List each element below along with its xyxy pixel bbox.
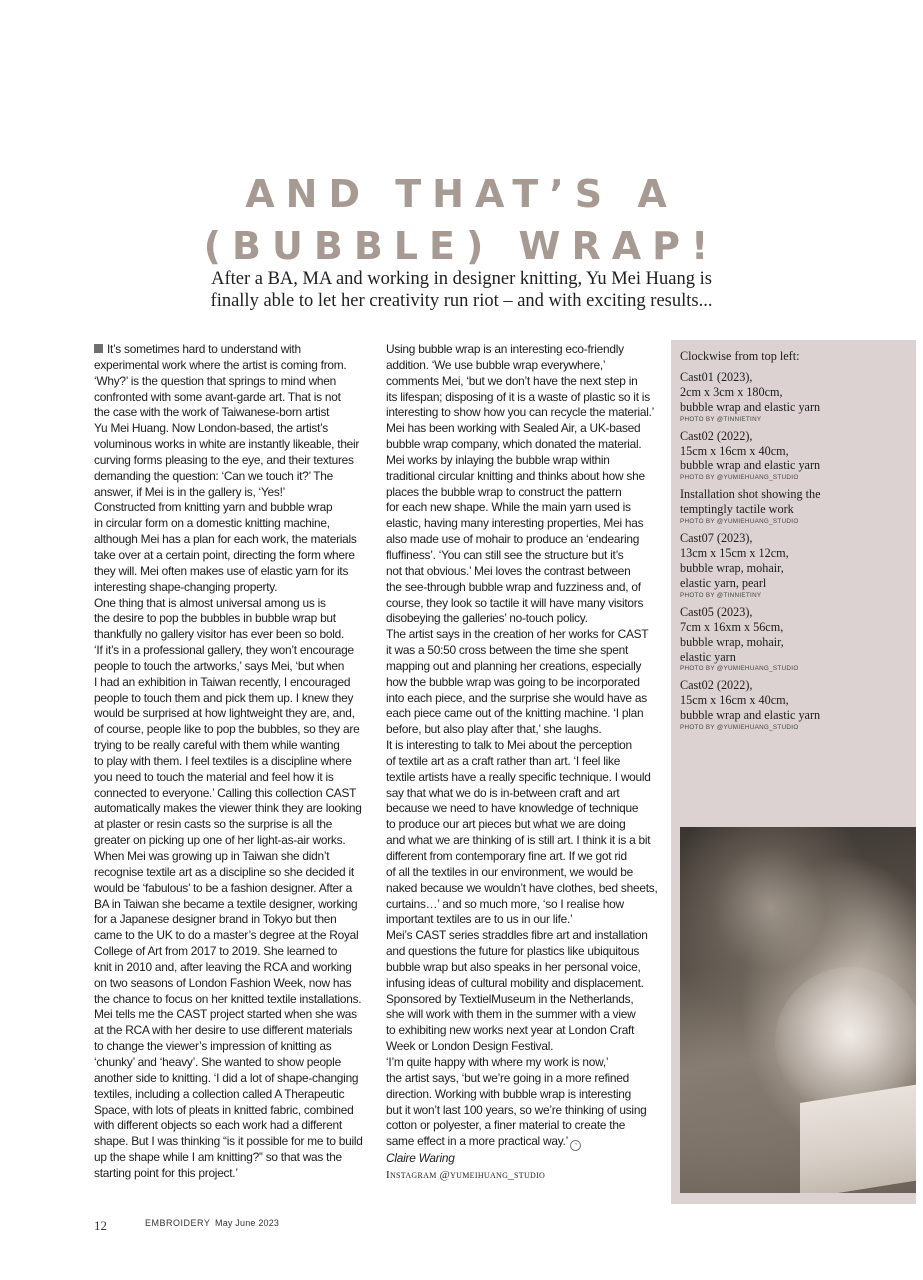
body-text-line: before, but also play after that,’ she laughs. bbox=[386, 722, 602, 737]
body-text-line: each piece came out of the knitting machine. ‘I plan bbox=[386, 706, 644, 721]
body-text-line: When Mei was growing up in Taiwan she didn’t bbox=[94, 849, 330, 863]
body-text-line: curving forms pleasing to the eye, and their textures bbox=[94, 452, 354, 467]
body-text-line: say that what we do is in-between craft and art bbox=[386, 785, 620, 800]
page-footer bbox=[94, 1217, 280, 1233]
caption-line: Cast07 (2023), bbox=[680, 531, 753, 546]
body-text-line: places the bubble wrap to construct the pattern bbox=[386, 484, 622, 499]
body-text-line: for a Japanese designer brand in Tokyo but then bbox=[94, 912, 337, 927]
caption-line: bubble wrap and elastic yarn bbox=[680, 708, 821, 723]
body-text-line: Sponsored by TextielMuseum in the Netherlands, bbox=[386, 991, 634, 1006]
body-text-line: Mei works by inlaying the bubble wrap within bbox=[386, 452, 610, 467]
body-text-line: people to touch them and pick them up. I knew they bbox=[94, 690, 354, 705]
caption-block bbox=[680, 487, 912, 526]
standfirst bbox=[150, 268, 773, 312]
caption-line: Cast02 (2022), bbox=[680, 678, 753, 693]
photo-credit: PHOTO BY @YUMIEHUANG_STUDIO bbox=[680, 518, 799, 526]
body-text-line: up the shape while I am knitting?” so that was the bbox=[94, 1150, 342, 1165]
body-text-line: the case with the work of Taiwanese-born artist bbox=[94, 405, 330, 420]
body-text-line: starting point for this project.’ bbox=[94, 1165, 238, 1180]
body-text-line: on two seasons of London Fashion Week, now has bbox=[94, 975, 352, 990]
body-text-line bbox=[386, 1134, 666, 1151]
body-text-line: interesting to show how you can recycle the material.’ bbox=[386, 405, 655, 420]
caption-line: Cast01 (2023), bbox=[680, 369, 753, 384]
body-text-line: shape. But I was thinking “is it possible for me to build bbox=[94, 1134, 363, 1149]
instagram-credit: Instagram @yumeihuang_studio bbox=[386, 1169, 546, 1182]
body-text-line: voluminous works in white are instantly likeable, their bbox=[94, 437, 360, 452]
body-text-line: and what we are thinking of is still art. I think it is a bit bbox=[386, 833, 651, 848]
body-text-line: ‘If it’s in a professional gallery, they won’t encourage bbox=[94, 643, 354, 658]
body-text-line: the chance to focus on her knitted textile installations. bbox=[94, 991, 362, 1006]
headline-line-1: AND THAT’S A bbox=[245, 172, 678, 216]
body-text-line: I had an exhibition in Taiwan recently, I encouraged bbox=[94, 674, 351, 689]
body-text-line: people to touch the artworks,’ says Mei, ‘but when bbox=[94, 658, 345, 673]
body-text-line: different from contemporary fine art. If we got rid bbox=[386, 849, 627, 863]
caption-line: 15cm x 16cm x 40cm, bbox=[680, 693, 789, 708]
body-text-line: to play with them. I feel textiles is a discipline where bbox=[94, 753, 352, 768]
photo-credit: PHOTO BY @TINNIETINY bbox=[680, 591, 762, 599]
caption-block bbox=[680, 531, 912, 600]
body-text-line: important textiles are to us in our life.’ bbox=[386, 912, 573, 927]
body-text-line: comments Mei, ‘but we don’t have the next step in bbox=[386, 373, 638, 388]
standfirst-line-1: After a BA, MA and working in designer knitting, Yu Mei Huang is bbox=[211, 269, 712, 289]
body-text-line: greater on picking up one of her light-as-air works. bbox=[94, 833, 346, 848]
body-text-line: into each piece, and the surprise she would have as bbox=[386, 690, 647, 705]
body-text-line: ‘I’m quite happy with where my work is now,’ bbox=[386, 1054, 609, 1069]
standfirst-line-2: finally able to let her creativity run riot – and with exciting results... bbox=[210, 291, 713, 311]
body-text-line: trying to be really careful with them while wanting bbox=[94, 738, 340, 753]
body-text-line: direction. Working with bubble wrap is interesting bbox=[386, 1086, 632, 1101]
body-text-line: Constructed from knitting yarn and bubble wrap bbox=[94, 500, 333, 515]
caption-block bbox=[680, 605, 912, 674]
body-text-line: One thing that is almost universal among us is bbox=[94, 595, 326, 610]
caption-intro: Clockwise from top left: bbox=[680, 349, 800, 363]
body-text-line: Mei’s CAST series straddles fibre art and installation bbox=[386, 928, 648, 943]
body-text-line: automatically makes the viewer think they are looking bbox=[94, 801, 362, 816]
body-text-line: it was a 50:50 cross between the time she spent bbox=[386, 643, 629, 658]
body-text-line: bubble wrap company, which donated the material. bbox=[386, 437, 642, 452]
body-text-line: elastic, having many interesting properties, Mei has bbox=[386, 516, 644, 531]
caption-line: bubble wrap, mohair, bbox=[680, 634, 784, 649]
body-text-line: mapping out and planning her creations, especially bbox=[386, 658, 642, 673]
article-column-left bbox=[94, 342, 379, 1182]
caption-line: bubble wrap, mohair, bbox=[680, 560, 784, 575]
caption-line: 7cm x 16xm x 56cm, bbox=[680, 619, 784, 634]
body-text-line: also made use of mohair to produce an ‘endearing bbox=[386, 532, 640, 547]
body-text-line: addition. ‘We use bubble wrap everywhere,’ bbox=[386, 357, 606, 372]
magazine-name: EMBROIDERY bbox=[145, 1218, 211, 1228]
body-text-line: you need to touch the material and feel how it is bbox=[94, 769, 334, 784]
article-column-middle bbox=[386, 342, 666, 1184]
body-text-line: answer, if Mei is in the gallery is, ‘Yes!’ bbox=[94, 484, 286, 499]
caption-line: bubble wrap and elastic yarn bbox=[680, 399, 821, 414]
body-text-line: not that obvious.’ Mei loves the contrast between bbox=[386, 563, 631, 578]
body-text-line: of all the textiles in our environment, we would be bbox=[386, 864, 634, 879]
drop-square-icon bbox=[94, 344, 103, 353]
caption-block bbox=[680, 370, 912, 424]
photo-credit: PHOTO BY @TINNIETINY bbox=[680, 415, 762, 423]
body-text-line: BA in Taiwan she became a textile designer, working bbox=[94, 896, 358, 911]
body-text-line: Week or London Design Festival. bbox=[386, 1039, 554, 1054]
body-text-line: its lifespan; disposing of it is a waste of plastic so it is bbox=[386, 389, 650, 404]
author-byline: Claire Waring bbox=[386, 1151, 455, 1166]
caption-line: elastic yarn, pearl bbox=[680, 575, 767, 590]
body-text-line bbox=[94, 342, 379, 358]
body-text-line: would be ‘fabulous’ to be a fashion designer. After a bbox=[94, 880, 352, 895]
body-text-segment: same effect in a more practical way.’ bbox=[386, 1134, 568, 1149]
body-text-line: but it won’t last 100 years, so we’re thinking of using bbox=[386, 1102, 647, 1117]
body-text-line: to exhibiting new works next year at London Craft bbox=[386, 1023, 635, 1038]
body-text-line: another side to knitting. ‘I did a lot of shape-changing bbox=[94, 1070, 359, 1085]
body-text-line: with different objects so each work had a different bbox=[94, 1118, 342, 1133]
headline-line-2: (BUBBLE) WRAP! bbox=[203, 224, 720, 268]
captions-container bbox=[680, 370, 912, 732]
page-number: 12 bbox=[94, 1218, 107, 1233]
body-text-line: in circular form on a domestic knitting machine, bbox=[94, 516, 330, 531]
body-text-line: thankfully no gallery visitor has ever been so bold. bbox=[94, 627, 345, 642]
body-text-line: would be surprised at how lightweight they are, and, bbox=[94, 706, 355, 721]
body-text-line: take over at a certain point, directing the form where bbox=[94, 547, 355, 562]
body-text-line: knit in 2010 and, after leaving the RCA and working bbox=[94, 959, 352, 974]
body-text-line: ‘Why?’ is the question that springs to mind when bbox=[94, 373, 337, 388]
body-text-line: textile artists have a really specific technique. I would bbox=[386, 769, 651, 784]
body-text-line: came to the UK to do a master’s degree at the Royal bbox=[94, 928, 359, 943]
body-text-line: experimental work where the artist is coming from. bbox=[94, 357, 347, 372]
body-text-line: although Mei has a plan for each work, the materials bbox=[94, 532, 357, 547]
photo-shelf-surface bbox=[800, 1083, 916, 1193]
caption-line: 2cm x 3cm x 180cm, bbox=[680, 384, 783, 399]
body-text-line: The artist says in the creation of her works for CAST bbox=[386, 627, 649, 642]
body-text-line: of textile art as a craft rather than art. ‘I feel like bbox=[386, 753, 621, 768]
body-text-line: College of Art from 2017 to 2019. She learned to bbox=[94, 944, 338, 959]
body-text-line: at the RCA with her desire to use different materials bbox=[94, 1023, 353, 1038]
body-text-line: fluffiness’. ‘You can still see the structure but it’s bbox=[386, 547, 624, 562]
body-text-line: Yu Mei Huang. Now London-based, the artist’s bbox=[94, 421, 329, 436]
body-text-line: the desire to pop the bubbles in bubble wrap but bbox=[94, 611, 336, 626]
body-text-line: of course, people like to pop the bubbles, so they are bbox=[94, 722, 360, 737]
caption-line: bubble wrap and elastic yarn bbox=[680, 458, 821, 473]
issue-date: May June 2023 bbox=[215, 1218, 280, 1228]
caption-line: Cast02 (2022), bbox=[680, 428, 753, 443]
body-text-line: connected to everyone.’ Calling this collection CAST bbox=[94, 785, 357, 800]
body-text-line: course, they look so tactile it will have many visitors bbox=[386, 595, 644, 610]
caption-line: Cast05 (2023), bbox=[680, 604, 753, 619]
body-text-line: they will. Mei often makes use of elastic yarn for its bbox=[94, 563, 349, 578]
body-text-line: Space, with lots of pleats in knitted fabric, combined bbox=[94, 1102, 354, 1117]
body-text-line: she will work with them in the summer with a view bbox=[386, 1007, 636, 1022]
body-text-line: demanding the question: ‘Can we touch it?’ The bbox=[94, 468, 334, 483]
body-text-line: recognise textile art as a discipline so she decided it bbox=[94, 864, 354, 879]
body-text-line: Mei tells me the CAST project started when she was bbox=[94, 1007, 357, 1022]
body-text-line: for each new shape. While the main yarn used is bbox=[386, 500, 631, 515]
body-text-line: bubble wrap but also speaks in her personal voice, bbox=[386, 959, 641, 974]
photo-credit: PHOTO BY @YUMIEHUANG_STUDIO bbox=[680, 665, 799, 673]
caption-line: temptingly tactile work bbox=[680, 502, 794, 517]
body-text-line: naked because we wouldn’t have clothes, bed sheets, bbox=[386, 880, 658, 895]
body-text-line: infusing ideas of cultural mobility and displacement. bbox=[386, 975, 644, 990]
body-text-line: because we need to have knowledge of technique bbox=[386, 801, 639, 816]
body-text-line: disobeying the galleries’ no-touch policy. bbox=[386, 611, 588, 626]
caption-line: 15cm x 16cm x 40cm, bbox=[680, 443, 789, 458]
body-text-line: at plaster or resin casts so the surprise is all the bbox=[94, 817, 333, 832]
end-mark-icon: ◔ bbox=[570, 1140, 581, 1151]
photo-credit: PHOTO BY @YUMIEHUANG_STUDIO bbox=[680, 474, 799, 482]
body-text-line: to change the viewer’s impression of knitting as bbox=[94, 1039, 332, 1054]
caption-block bbox=[680, 429, 912, 483]
body-text-line: cotton or polyester, a finer material to create the bbox=[386, 1118, 626, 1133]
caption-line: Installation shot showing the bbox=[680, 487, 821, 502]
body-text-line: the artist says, ‘but we’re going in a more refined bbox=[386, 1070, 630, 1085]
body-text-line: interesting shape-changing property. bbox=[94, 579, 278, 594]
body-text-line: to produce our art pieces but what we are doing bbox=[386, 817, 626, 832]
body-text-line: ‘chunky’ and ‘heavy’. She wanted to show people bbox=[94, 1054, 341, 1069]
headline bbox=[150, 168, 773, 272]
body-text-line: It is interesting to talk to Mei about the perception bbox=[386, 738, 632, 753]
body-text-line: curtains…’ and so much more, ‘so I realise how bbox=[386, 896, 624, 911]
caption-sidebar bbox=[671, 340, 916, 1204]
caption-line: elastic yarn bbox=[680, 649, 736, 664]
body-text-line: and questions the future for plastics like ubiquitous bbox=[386, 944, 640, 959]
photo-credit: PHOTO BY @YUMIEHUANG_STUDIO bbox=[680, 724, 799, 732]
caption-block bbox=[680, 678, 912, 732]
body-text-line: confronted with some avant-garde art. That is not bbox=[94, 389, 341, 404]
body-text-line: how the bubble wrap was going to be incorporated bbox=[386, 674, 640, 689]
body-text-line: traditional circular knitting and thinks about how she bbox=[386, 468, 645, 483]
body-text-line: textiles, including a collection called A Therapeutic bbox=[94, 1086, 345, 1101]
body-text-segment: It’s sometimes hard to understand with bbox=[107, 342, 301, 356]
body-text-line: the see-through bubble wrap and fuzziness and, of bbox=[386, 579, 641, 594]
caption-line: 13cm x 15cm x 12cm, bbox=[680, 546, 789, 561]
caption-list bbox=[680, 349, 912, 737]
body-text-line: Using bubble wrap is an interesting eco-friendly bbox=[386, 342, 624, 356]
body-text-line: Mei has been working with Sealed Air, a UK-based bbox=[386, 421, 641, 436]
artwork-photo bbox=[680, 827, 916, 1193]
